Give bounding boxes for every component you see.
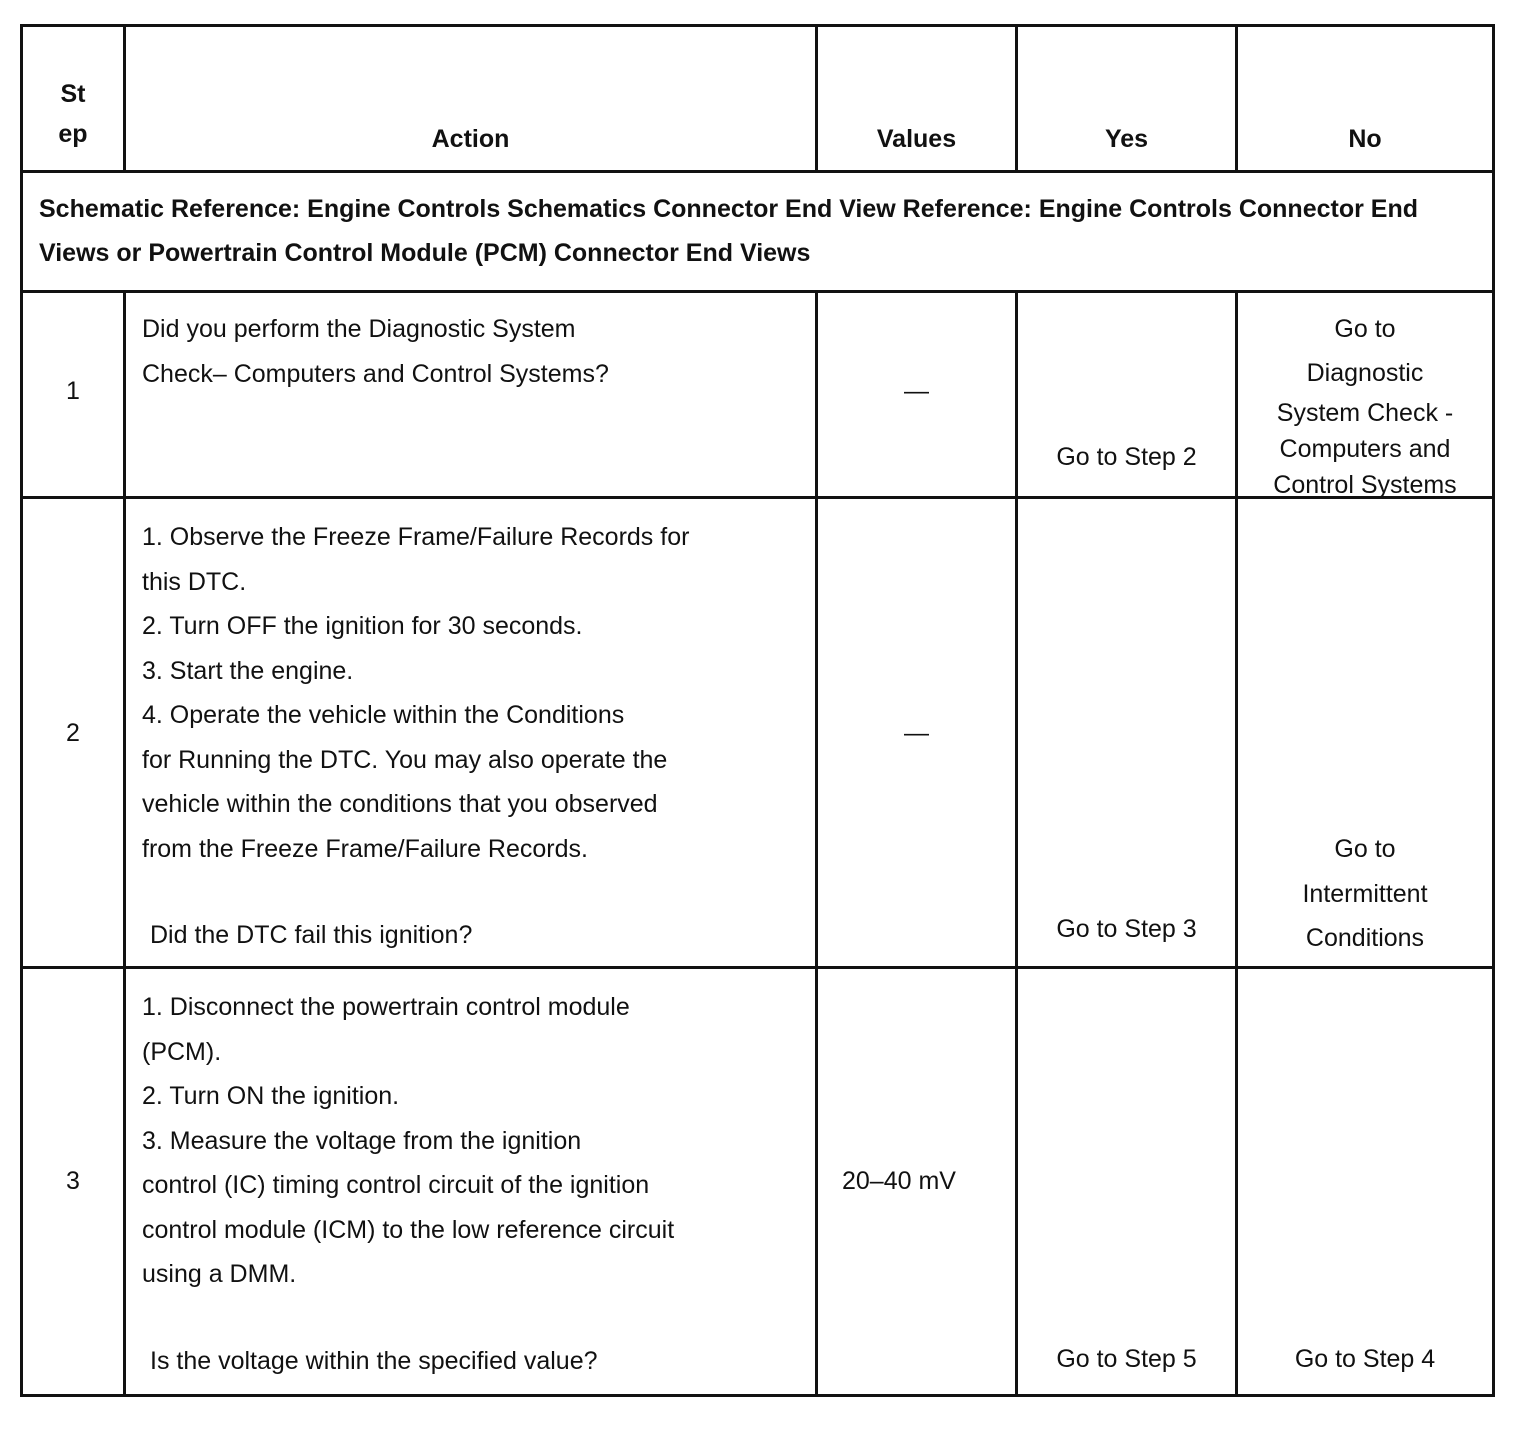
action-line: 2. Turn ON the ignition. bbox=[142, 1082, 400, 1110]
action-line: (PCM). bbox=[142, 1037, 222, 1066]
step-cell bbox=[22, 968, 125, 1396]
no-line: System Check - bbox=[1276, 399, 1454, 427]
yes-cell bbox=[1017, 498, 1237, 968]
action-line: from the Freeze Frame/Failure Records. bbox=[142, 834, 588, 863]
action-line: 1. Disconnect the powertrain control module bbox=[142, 993, 630, 1021]
action-line: 4. Operate the vehicle within the Conditions bbox=[142, 701, 625, 729]
step-number: 1 bbox=[66, 377, 80, 405]
action-line: 3. Start the engine. bbox=[142, 656, 354, 685]
value-cell bbox=[817, 498, 1017, 968]
header-yes: Yes bbox=[1017, 26, 1237, 172]
step-number: 3 bbox=[66, 1167, 80, 1195]
value-text: 20–40 mV bbox=[842, 1167, 956, 1195]
header-step bbox=[22, 26, 125, 172]
header-row bbox=[22, 26, 1494, 172]
step-number: 2 bbox=[66, 719, 80, 747]
no-cell bbox=[1237, 498, 1494, 968]
no-line: Go to bbox=[1334, 835, 1396, 863]
no-line: Conditions bbox=[1305, 924, 1425, 952]
header-values: Values bbox=[817, 26, 1017, 172]
yes-text: Go to Step 5 bbox=[1056, 1345, 1197, 1373]
yes-text: Go to Step 2 bbox=[1056, 443, 1197, 471]
header-step-line2: ep bbox=[58, 120, 88, 148]
step-cell bbox=[22, 498, 125, 968]
action-line: control (IC) timing control circuit of the ignition bbox=[142, 1171, 650, 1199]
no-line: Intermittent bbox=[1302, 879, 1428, 908]
action-line: vehicle within the conditions that you observed bbox=[142, 790, 658, 818]
action-line: Check– Computers and Control Systems? bbox=[142, 359, 609, 388]
no-text: Go to Step 4 bbox=[1294, 1345, 1436, 1373]
table-row bbox=[22, 292, 1494, 498]
no-line: Diagnostic bbox=[1306, 359, 1424, 387]
action-line: Did you perform the Diagnostic System bbox=[142, 315, 576, 343]
value-cell bbox=[817, 292, 1017, 498]
value-text: — bbox=[904, 719, 929, 747]
no-cell bbox=[1237, 292, 1494, 498]
action-line: control module (ICM) to the low reference circuit bbox=[142, 1215, 675, 1244]
diagnostic-table bbox=[20, 24, 1495, 1397]
schematic-reference: Schematic Reference: Engine Controls Schematics Connector End View Reference: Engine Controls Connector End Views or Powertrain Control Module (PCM) Connector End Views bbox=[22, 172, 1494, 292]
action-cell bbox=[125, 968, 817, 1396]
action-line: this DTC. bbox=[142, 567, 247, 596]
no-line: Control Systems bbox=[1273, 471, 1457, 499]
action-line: for Running the DTC. You may also operate the bbox=[142, 745, 668, 774]
no-cell bbox=[1237, 968, 1494, 1396]
action-question: Is the voltage within the specified value? bbox=[150, 1346, 598, 1375]
value-text: — bbox=[904, 377, 929, 405]
table-row bbox=[22, 498, 1494, 968]
no-line: Computers and bbox=[1279, 435, 1451, 463]
step-cell bbox=[22, 292, 125, 498]
action-line: 3. Measure the voltage from the ignition bbox=[142, 1126, 582, 1155]
action-cell bbox=[125, 292, 817, 498]
yes-text: Go to Step 3 bbox=[1056, 915, 1197, 943]
reference-row bbox=[22, 172, 1494, 292]
no-line: Go to bbox=[1334, 315, 1396, 343]
action-cell bbox=[125, 498, 817, 968]
action-line: using a DMM. bbox=[142, 1260, 297, 1288]
value-cell bbox=[817, 968, 1017, 1396]
header-action: Action bbox=[125, 26, 817, 172]
action-line: 1. Observe the Freeze Frame/Failure Records for bbox=[142, 523, 690, 551]
header-step-line1: St bbox=[60, 80, 86, 108]
table-row bbox=[22, 968, 1494, 1396]
action-line: 2. Turn OFF the ignition for 30 seconds. bbox=[142, 612, 583, 640]
yes-cell bbox=[1017, 968, 1237, 1396]
header-no: No bbox=[1237, 26, 1494, 172]
action-question: Did the DTC fail this ignition? bbox=[150, 921, 473, 949]
yes-cell bbox=[1017, 292, 1237, 498]
